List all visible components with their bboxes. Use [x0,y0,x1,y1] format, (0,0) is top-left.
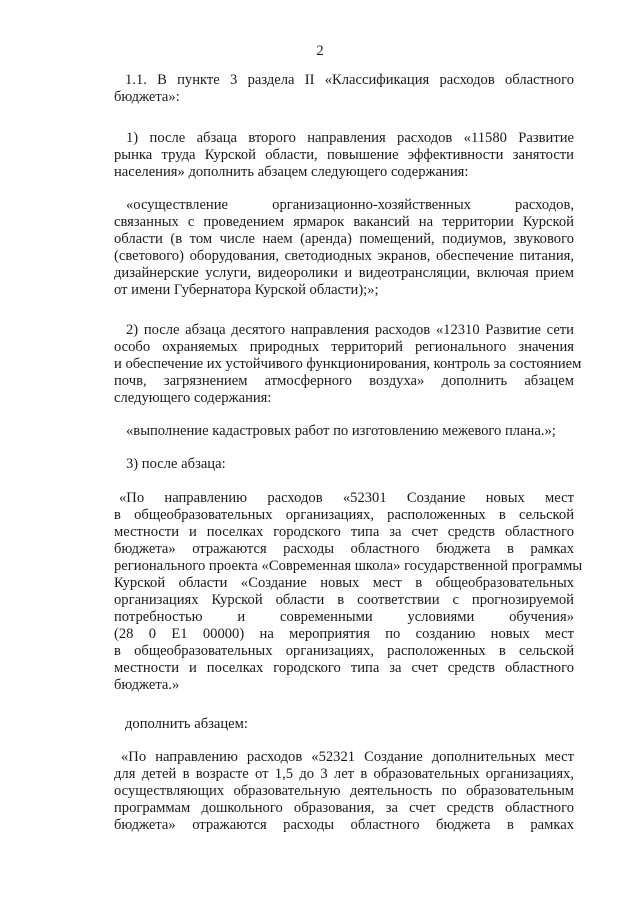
text-line: следующего содержания: [114,390,272,406]
text-line: (светового) оборудования, светодиодных экранов, обеспечение питания, [114,248,574,264]
text-line: «выполнение кадастровых работ по изготовлению межевого плана.»; [126,423,556,439]
paragraph-quote-4 [114,749,574,834]
text-line: местности и поселках городского типа за счет средств областного [114,660,574,676]
text-line: связанных с проведением ярмарок вакансий на территории Курской [114,214,574,230]
paragraph-item-1 [114,130,574,181]
text-line: области (в том числе наем (аренда) помещений, подиумов, звукового [114,231,574,247]
text-line: (28 0 E1 00000) на мероприятия по созданию новых мест [114,626,574,642]
text-line: Курской области «Создание новых мест в общеобразовательных [114,575,574,591]
text-line: дополнить абзацем: [125,716,248,732]
text-line: «осуществление организационно-хозяйственных расходов, [126,197,574,213]
text-line: населения» дополнить абзацем следующего содержания: [114,164,469,180]
text-line: бюджета» отражаются расходы областного бюджета в рамках [114,541,574,557]
paragraph-quote-1 [114,197,574,299]
text-line: бюджета» отражаются расходы областного бюджета в рамках [114,817,574,833]
text-line: особо охраняемых природных территорий регионального значения [114,339,574,355]
page-number: 2 [316,43,324,59]
text-line: и обеспечение их устойчивого функционирования, контроль за состоянием [114,356,582,372]
text-line: в общеобразовательных организациях, расположенных в сельской [114,643,574,659]
text-line: почв, загрязнением атмосферного воздуха» дополнить абзацем [114,373,574,389]
text-line: 1) после абзаца второго направления расходов «11580 Развитие [126,130,574,146]
text-line: дизайнерские услуги, видеоролики и видеотрансляции, включая прием [114,265,574,281]
text-line: бюджета»: [114,89,180,105]
paragraph-item-3 [114,456,574,473]
text-line: регионального проекта «Современная школа» государственной программы [114,558,583,574]
paragraph-quote-3 [114,490,583,694]
paragraph-item-2 [114,322,582,407]
text-line: «По направлению расходов «52321 Создание дополнительных мест [121,749,574,765]
text-line: 2) после абзаца десятого направления расходов «12310 Развитие сети [126,322,574,338]
text-line: местности и поселках городского типа за счет средств областного [114,524,574,540]
paragraph-quote-2 [114,423,574,440]
text-line: осуществляющих образовательную деятельность по образовательным [114,783,574,799]
text-line: потребностью и современными условиями обучения» [114,609,574,625]
text-line: 1.1. В пункте 3 раздела II «Классификация расходов областного [125,72,574,88]
text-line: бюджета.» [114,677,180,693]
text-line: для детей в возрасте от 1,5 до 3 лет в образовательных организациях, [114,766,574,782]
text-line: «По направлению расходов «52301 Создание новых мест [119,490,574,506]
paragraph-add [114,716,574,733]
text-line: от имени Губернатора Курской области);»; [114,282,379,298]
text-line: рынка труда Курской области, повышение эффективности занятости [114,147,574,163]
paragraph-1-1-heading [114,72,574,106]
text-line: организациях Курской области в соответствии с прогнозируемой [114,592,574,608]
text-line: в общеобразовательных организациях, расположенных в сельской [114,507,574,523]
text-line: программам дошкольного образования, за счет средств областного [114,800,574,816]
text-line: 3) после абзаца: [126,456,226,472]
